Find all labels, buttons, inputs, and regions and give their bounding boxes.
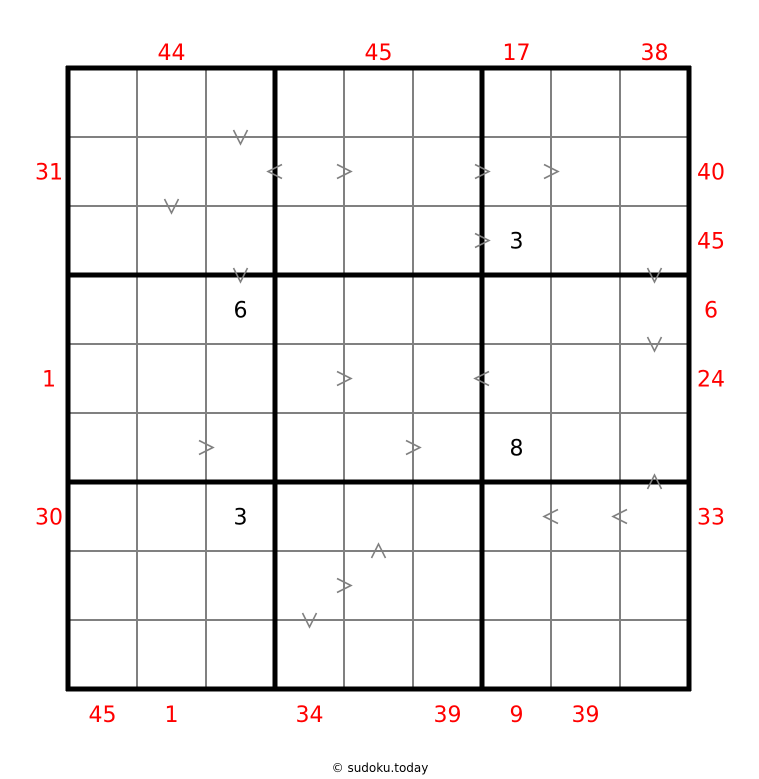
top-clue-col5: 45: [364, 41, 393, 66]
cell-r6c9[interactable]: [620, 413, 689, 482]
cell-r4c4[interactable]: [275, 275, 344, 344]
cell-r4c6[interactable]: [413, 275, 482, 344]
cell-r1c5[interactable]: [344, 68, 413, 137]
cell-r4c8[interactable]: [551, 275, 620, 344]
given-digit-r3c7: 3: [509, 229, 524, 255]
cell-r5c8[interactable]: [551, 344, 620, 413]
cell-grid[interactable]: [68, 68, 689, 689]
cell-r5c6[interactable]: [413, 344, 482, 413]
cell-r6c2[interactable]: [137, 413, 206, 482]
cell-r3c3[interactable]: [206, 206, 275, 275]
cell-r4c7[interactable]: [482, 275, 551, 344]
cell-r2c3[interactable]: [206, 137, 275, 206]
cell-r7c5[interactable]: [344, 482, 413, 551]
cell-r5c9[interactable]: [620, 344, 689, 413]
cell-r7c2[interactable]: [137, 482, 206, 551]
right-clue-row3: 45: [697, 229, 725, 255]
cell-r2c5[interactable]: [344, 137, 413, 206]
left-clue-row2: 31: [35, 160, 63, 186]
cell-r3c5[interactable]: [344, 206, 413, 275]
cell-r2c6[interactable]: [413, 137, 482, 206]
cell-r3c6[interactable]: [413, 206, 482, 275]
bottom-clue-col8: 39: [571, 703, 600, 728]
cell-r1c2[interactable]: [137, 68, 206, 137]
cell-r9c6[interactable]: [413, 620, 482, 689]
cell-r5c3[interactable]: [206, 344, 275, 413]
cell-r9c8[interactable]: [551, 620, 620, 689]
cell-r5c1[interactable]: [68, 344, 137, 413]
bottom-clue-col2: 1: [164, 703, 179, 728]
cell-r8c8[interactable]: [551, 551, 620, 620]
top-clue-col2: 44: [157, 41, 186, 66]
cell-r8c1[interactable]: [68, 551, 137, 620]
cell-r7c6[interactable]: [413, 482, 482, 551]
given-digit-r7c3: 3: [233, 505, 248, 531]
cell-r6c5[interactable]: [344, 413, 413, 482]
given-digit-r4c3: 6: [233, 298, 248, 324]
cell-r8c4[interactable]: [275, 551, 344, 620]
cell-r1c8[interactable]: [551, 68, 620, 137]
right-clue-row5: 24: [697, 367, 725, 393]
cell-r9c5[interactable]: [344, 620, 413, 689]
cell-r2c8[interactable]: [551, 137, 620, 206]
top-clue-col9: 38: [640, 41, 669, 66]
right-clue-row2: 40: [697, 160, 725, 186]
cell-r9c7[interactable]: [482, 620, 551, 689]
cell-r8c6[interactable]: [413, 551, 482, 620]
cell-r1c1[interactable]: [68, 68, 137, 137]
cell-r8c3[interactable]: [206, 551, 275, 620]
cell-r4c9[interactable]: [620, 275, 689, 344]
cell-r3c8[interactable]: [551, 206, 620, 275]
bottom-clue-col4: 34: [295, 703, 324, 728]
cell-r3c9[interactable]: [620, 206, 689, 275]
cell-r2c4[interactable]: [275, 137, 344, 206]
cell-r4c2[interactable]: [137, 275, 206, 344]
cell-r8c9[interactable]: [620, 551, 689, 620]
cell-r1c9[interactable]: [620, 68, 689, 137]
cell-r1c6[interactable]: [413, 68, 482, 137]
cell-r9c4[interactable]: [275, 620, 344, 689]
cell-r6c3[interactable]: [206, 413, 275, 482]
cell-r7c4[interactable]: [275, 482, 344, 551]
copyright-text: © sudoku.today: [331, 761, 429, 775]
given-digit-r6c7: 8: [509, 436, 524, 462]
cell-r6c8[interactable]: [551, 413, 620, 482]
cell-r6c4[interactable]: [275, 413, 344, 482]
cell-r9c3[interactable]: [206, 620, 275, 689]
cell-r2c1[interactable]: [68, 137, 137, 206]
cell-r8c2[interactable]: [137, 551, 206, 620]
bottom-clue-col6: 39: [433, 703, 462, 728]
cell-r3c1[interactable]: [68, 206, 137, 275]
cell-r6c6[interactable]: [413, 413, 482, 482]
cell-r2c7[interactable]: [482, 137, 551, 206]
cell-r8c5[interactable]: [344, 551, 413, 620]
cell-r8c7[interactable]: [482, 551, 551, 620]
left-clue-row7: 30: [35, 505, 63, 531]
cell-r3c4[interactable]: [275, 206, 344, 275]
cell-r7c1[interactable]: [68, 482, 137, 551]
cell-r7c9[interactable]: [620, 482, 689, 551]
cell-r7c7[interactable]: [482, 482, 551, 551]
cell-r9c1[interactable]: [68, 620, 137, 689]
cell-r5c4[interactable]: [275, 344, 344, 413]
cell-r2c9[interactable]: [620, 137, 689, 206]
cell-r5c5[interactable]: [344, 344, 413, 413]
cell-r9c9[interactable]: [620, 620, 689, 689]
cell-r7c8[interactable]: [551, 482, 620, 551]
cell-r1c7[interactable]: [482, 68, 551, 137]
cell-r1c4[interactable]: [275, 68, 344, 137]
cell-r3c2[interactable]: [137, 206, 206, 275]
cell-r9c2[interactable]: [137, 620, 206, 689]
cell-r5c7[interactable]: [482, 344, 551, 413]
cell-r1c3[interactable]: [206, 68, 275, 137]
cell-r6c1[interactable]: [68, 413, 137, 482]
right-clue-row4: 6: [704, 298, 718, 324]
cell-r4c1[interactable]: [68, 275, 137, 344]
bottom-clue-col1: 45: [88, 703, 117, 728]
cell-r2c2[interactable]: [137, 137, 206, 206]
cell-r5c2[interactable]: [137, 344, 206, 413]
cell-r4c5[interactable]: [344, 275, 413, 344]
top-clue-col7: 17: [502, 41, 531, 66]
left-clue-row5: 1: [42, 367, 56, 393]
bottom-clue-col7: 9: [509, 703, 524, 728]
right-clue-row7: 33: [697, 505, 725, 531]
